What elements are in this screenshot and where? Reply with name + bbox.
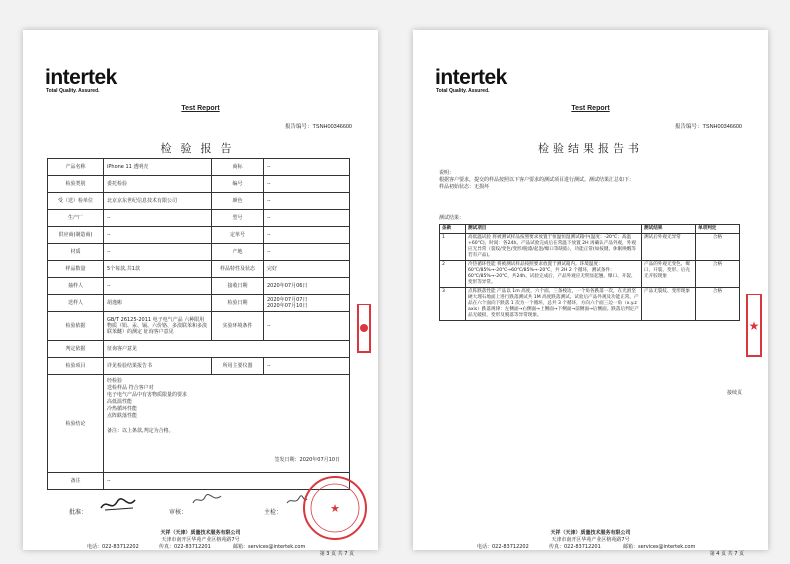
table-row [48,295,350,312]
page-number: 第 3 页 共 7 页 [319,551,354,557]
cell-label: 检验类别 [48,176,104,193]
cell-value: 完好 [264,261,350,278]
cell-value: GB/T 26125-2011 电子电气产品 六种限用物质（铅、汞、镉、六价铬、多溴联苯和多溴联苯醚）的测定 征询客户意见 [104,312,212,341]
cell-label: 受（送）检单位 [48,193,104,210]
cell-label: 定单号 [212,227,264,244]
cell-label: 颜色 [212,193,264,210]
reviewer-signature [191,492,225,511]
table-header-row [440,225,740,234]
conclusion-line: 高低温性能 [107,399,133,405]
cell-value: 2020年07月06日 [264,278,350,295]
cell-value: -- [104,278,212,295]
test-date-end: 2020年07月10日 [267,303,308,309]
column-header: 测试结果 [642,225,696,234]
footer-address: 天津市南开区华苑产业区榕苑路7号 [551,537,630,543]
column-header: 条款 [440,225,466,234]
svg-text:★: ★ [748,319,760,333]
cell-value: -- [264,244,350,261]
cell-label: 判定依据 [48,341,104,358]
table-row [440,261,740,288]
cell-label: 检验结论 [48,375,104,473]
cell-label: 接收日期 [212,278,264,295]
footer-phone: 电话：022-83712202 [87,544,139,550]
review-label: 审核： [169,509,188,516]
cell-label: 样品数量 [48,261,104,278]
footer-fax: 传真：022-83712201 [549,544,601,550]
cell-label: 检验日期 [212,295,264,312]
cell-label: 所用主要仪器 [212,358,264,375]
intro-line: 说明： [439,170,455,176]
table-row [48,375,350,473]
cell-label: 编号 [212,176,264,193]
report-number: 报告编号：TSNH00346600 [285,124,352,130]
logo-tagline: Total Quality. Assured. [436,88,490,94]
column-header: 测试项目 [466,225,642,234]
cell-clause: 2 [440,261,466,288]
intro-block [439,170,739,191]
footer-phone: 电话：022-83712202 [477,544,529,550]
cell-result: 测试后外观无异常 [642,234,696,261]
conclusion-line: 送检样品 符合客户对 [107,385,154,391]
intro-line: 样品初始状态：无损坏 [439,184,490,190]
inspection-info-table [47,158,350,490]
page-heading: 检验报告 [160,142,241,155]
table-row [48,159,350,176]
table-row [48,358,350,375]
results-title: 测试结果： [439,215,465,221]
cell-value: -- [264,159,350,176]
footer-fax: 传真：022-83712201 [159,544,211,550]
footer-company: 天祥（天津）质量技术服务有限公司 [550,530,631,536]
footer-email: 邮箱：services@intertek.com [623,544,696,550]
table-row [48,312,350,341]
report-page-3 [23,30,378,557]
cell-label: 送样人 [48,295,104,312]
cell-label: 实验环境条件 [212,312,264,341]
page-number: 第 4 页 共 7 页 [709,551,744,557]
cell-verdict: 合格 [696,261,740,288]
cell-value: iPhone 11 透明壳 [104,159,212,176]
cell-value [264,295,350,312]
table-row [48,210,350,227]
table-row [440,234,740,261]
results-table [439,224,740,321]
cell-label: 检验依据 [48,312,104,341]
conclusion-note: 备注：以上条款,判定为合格。 [107,428,174,434]
conclusion-cell [104,375,350,473]
conclusion-line: 经检验 [107,378,123,384]
cell-label: 检验项目 [48,358,104,375]
cell-value: -- [264,227,350,244]
cell-label: 型号 [212,210,264,227]
cell-value: 详见检验结果报告书 [104,358,212,375]
cell-label: 备注 [48,473,104,490]
cell-value: -- [264,312,350,341]
intertek-logo: intertek [45,66,117,89]
approval-label: 批准： [69,509,88,516]
cell-value: -- [264,210,350,227]
cell-value: 北京京东世纪信息技术有限公司 [104,193,212,210]
report-page-4 [413,30,768,557]
edge-seal [744,294,764,360]
cell-clause: 1 [440,234,466,261]
edge-seal [356,304,372,358]
cell-label: 生产厂 [48,210,104,227]
cell-verdict: 合格 [696,234,740,261]
test-date-start: 2020年07月07日 [267,297,308,303]
cell-value: -- [104,244,212,261]
intertek-logo: intertek [435,66,507,89]
approver-signature [99,496,139,517]
cell-item: 点阵跌落性能 产品以 1m 高度，六个面、三条棱边，一个角各跌落一次，在光滑坚硬大理石地面上进行跌落测试共 1M 高度跌落测试。试验后产品外观及功能正常。产品在六个面向下跌落 1 次为一个循环，总共 3 个循环，方向六个面三边一角（x.y.z axis）跌落规律：左侧面→右侧面→上侧面→下侧面→前侧面→后侧面。跌落后判定产品无破损，变形及脱落等异常现象。 [466,288,642,321]
logo-tagline: Total Quality. Assured. [46,88,100,94]
cell-label: 抽样人 [48,278,104,295]
cell-label: 商标 [212,159,264,176]
cell-label: 样品特性及状态 [212,261,264,278]
footer-email: 邮箱：services@intertek.com [233,544,306,550]
table-row [48,227,350,244]
cell-value: -- [104,227,212,244]
table-row [48,176,350,193]
table-row [48,278,350,295]
report-number: 报告编号：TSNH00346600 [675,124,742,130]
cell-label: 供应商(制造商) [48,227,104,244]
cell-item: 高低温试验 将被测试样品按照要求放置于恒温恒湿测试箱中(温度：-20℃；高温+60℃)，时间：各24h。产品试验完成后在常温下放置 2H 再确认产品外观，外观应无异常（裂纹/变色/变形/脱漆/起泡/爆口等缺陷），功能正常(如按键、休眠唤醒等若有产品)。 [466,234,642,261]
conclusion-line: 点阵跌落性能 [107,413,138,419]
conclusion-line: 冷热循环性能 [107,406,138,412]
footer-address: 天津市南开区华苑产业区榕苑路7号 [161,537,240,543]
column-header: 单项判定 [696,225,740,234]
cell-value: 征询客户意见 [104,341,350,358]
table-row [48,244,350,261]
cell-clause: 3 [440,288,466,321]
report-title: Test Report [181,105,220,112]
conclusion-line: 电子电气产品中有害物质限量的要求 [107,392,188,398]
cell-value: -- [104,210,212,227]
table-row [440,288,740,321]
page-heading: 检验结果报告书 [538,142,643,155]
cell-label: 材质 [48,244,104,261]
cell-value: -- [264,176,350,193]
cell-label: 产地 [212,244,264,261]
table-row [48,261,350,278]
cell-verdict: 合格 [696,288,740,321]
cell-value: -- [264,193,350,210]
cell-value: 胡逸彬 [104,295,212,312]
continued-label: 接续页 [726,390,742,396]
report-title: Test Report [571,105,610,112]
footer-company: 天祥（天津）质量技术服务有限公司 [160,530,241,536]
cell-result: 产品无裂纹、变形现象 [642,288,696,321]
table-row [48,193,350,210]
issue-date: 签发日期：2020年07月10日 [274,457,340,463]
intro-line: 根据客户要求，提交的样品按照以下客户要求的测试项目进行测试。测试结果汇总如下： [439,177,635,183]
cell-value: -- [264,358,350,375]
cell-value: -- [104,473,350,490]
cell-label: 产品名称 [48,159,104,176]
cell-value: 委托检验 [104,176,212,193]
tested-by-label: 主检： [264,509,283,516]
cell-value: 5个每款,共1款 [104,261,212,278]
table-row [48,341,350,358]
svg-text:★: ★ [330,502,340,515]
cell-result: 产品的外观无变色、爆口、开裂、变形、后壳无开胶现象 [642,261,696,288]
cell-item: 冷热循环性能 将被测试样品按照要求放置于测试箱内。环境温度：60℃/85%→-20℃→60℃/85%→-20℃，共 2H 2 个循环，测试条件：60℃/85%→-20℃，共24h。试验完成后，产品外观应无明显起翘、爆口、开裂、变形等异常。 [466,261,642,288]
